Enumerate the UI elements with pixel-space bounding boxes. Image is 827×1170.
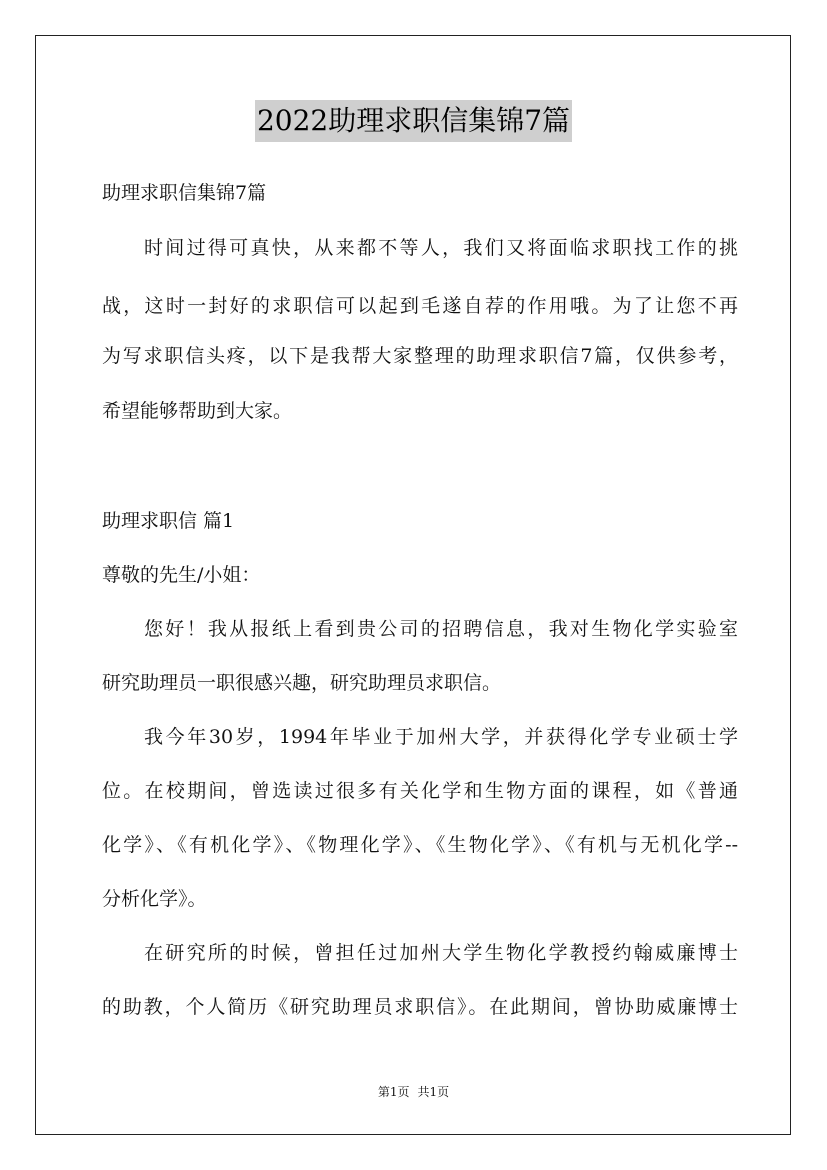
body-line-6: 分析化学》。 — [102, 888, 207, 910]
page-footer — [0, 1083, 827, 1100]
intro-line-4: 希望能够帮助到大家。 — [102, 400, 293, 422]
body-line-1: 您好！我从报纸上看到贵公司的招聘信息，我对生物化学实验室 — [144, 618, 738, 640]
subtitle-line: 助理求职信集锦7篇 — [102, 182, 267, 204]
body-line-7: 在研究所的时候，曾担任过加州大学生物化学教授约翰威廉博士 — [144, 942, 738, 964]
page-total: 共1页 — [417, 1085, 450, 1099]
intro-line-1: 时间过得可真快，从来都不等人，我们又将面临求职找工作的挑 — [144, 237, 738, 259]
page-number: 第1页 — [377, 1085, 410, 1099]
body-line-8: 的助教，个人简历《研究助理员求职信》。在此期间，曾协助威廉博士 — [102, 996, 738, 1018]
body-line-3: 我今年30岁，1994年毕业于加州大学，并获得化学专业硕士学 — [144, 726, 738, 748]
title-wrap — [0, 100, 827, 142]
intro-line-2: 战，这时一封好的求职信可以起到毛遂自荐的作用哦。为了让您不再 — [102, 295, 738, 317]
salutation: 尊敬的先生/小姐： — [102, 564, 261, 586]
document-title: 2022助理求职信集锦7篇 — [255, 100, 572, 142]
body-line-5: 化学》、《有机化学》、《物理化学》、《生物化学》、《有机与无机化学-- — [102, 834, 738, 856]
body-line-4: 位。在校期间，曾选读过很多有关化学和生物方面的课程，如《普通 — [102, 780, 738, 802]
intro-line-3: 为写求职信头疼，以下是我帮大家整理的助理求职信7篇，仅供参考， — [102, 345, 738, 367]
body-line-2: 研究助理员一职很感兴趣，研究助理员求职信。 — [102, 672, 502, 694]
section-heading: 助理求职信 篇1 — [102, 510, 235, 532]
